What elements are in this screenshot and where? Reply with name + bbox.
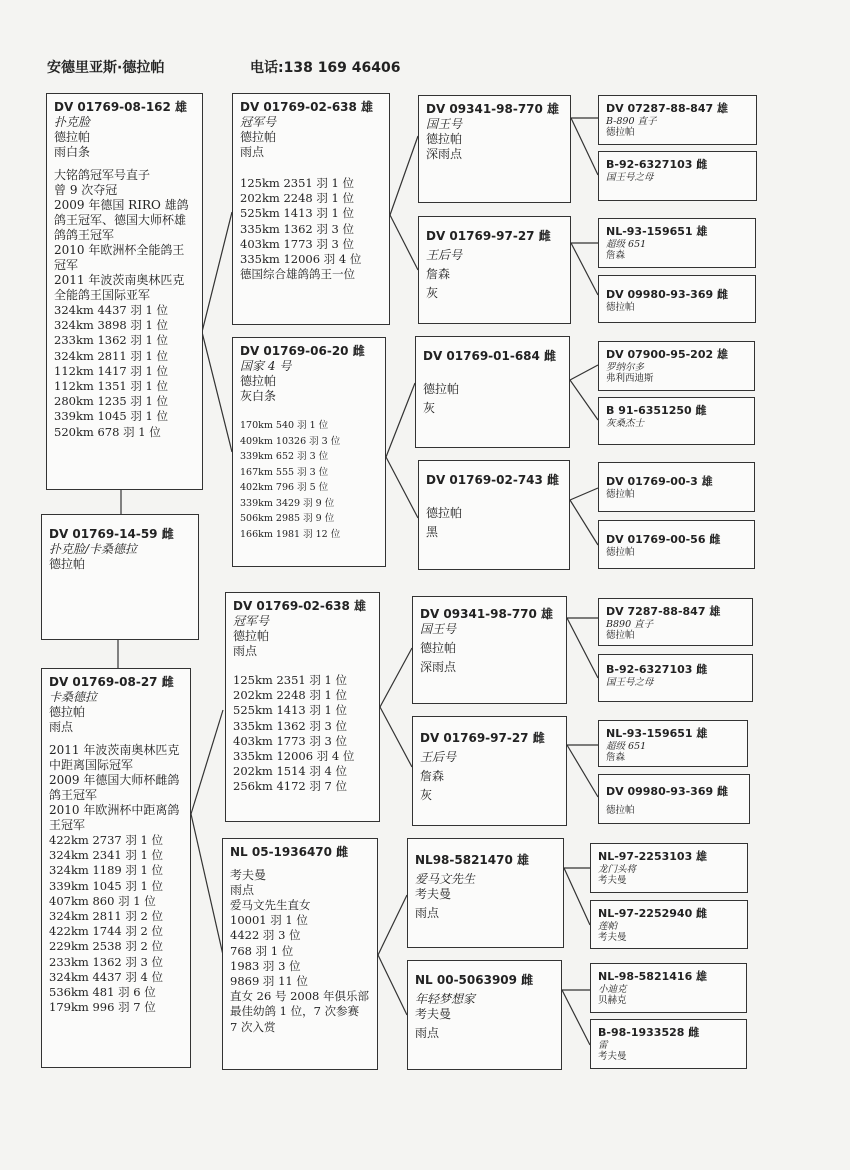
bird-name: 扑克脸/卡桑德拉 xyxy=(49,542,138,556)
ring-number: DV 01769-02-638 雄 xyxy=(233,599,367,613)
color: 雨白条 xyxy=(54,145,91,159)
color: 灰 xyxy=(420,788,433,802)
race-record: 280km 1235 羽 1 位 xyxy=(54,394,169,409)
ring-number: B-98-1933528 雌 xyxy=(598,1026,700,1039)
bird-name: 卡桑德拉 xyxy=(49,690,98,704)
subject-card xyxy=(41,514,199,640)
granddam-maternal-card xyxy=(222,838,378,1070)
achievement: 曾 9 次夺冠 xyxy=(54,183,118,197)
breeder: 德拉帕 xyxy=(606,630,635,641)
breeder: 德拉帕 xyxy=(240,130,277,144)
ring-number: DV 01769-14-59 雌 xyxy=(49,527,174,541)
gen4-card xyxy=(598,774,750,824)
breeder: 考夫曼 xyxy=(415,1007,452,1021)
ring-number: DV 07287-88-847 雄 xyxy=(606,102,728,115)
color: 灰 xyxy=(423,401,436,415)
bird-name: 王后号 xyxy=(426,248,463,262)
race-record: 339km 1045 羽 1 位 xyxy=(49,878,164,893)
gen4-card xyxy=(590,963,747,1013)
breeder: 考夫曼 xyxy=(230,868,267,882)
color: 黑 xyxy=(426,525,439,539)
ring-number: NL-98-5821416 雄 xyxy=(598,970,708,983)
bird-name: 超级 651 xyxy=(606,239,647,250)
bird-name: 国家 4 号 xyxy=(240,359,292,373)
breeder: 德拉帕 xyxy=(49,705,86,719)
ring-number: NL-93-159651 雄 xyxy=(606,727,708,740)
achievements xyxy=(49,743,183,833)
gen4-card xyxy=(598,275,756,323)
gen3-card xyxy=(412,716,567,826)
breeder: 詹森 xyxy=(426,267,451,281)
race-record: 直女 26 号 2008 年俱乐部最佳幼鸽 1 位，7 次参赛 7 次入赏 xyxy=(230,989,370,1034)
race-record: 9869 羽 11 位 xyxy=(230,974,308,989)
ring-number: DV 01769-02-743 雌 xyxy=(426,473,560,487)
race-record: 229km 2538 羽 2 位 xyxy=(49,939,164,954)
achievement: 2009 年德国大师杯雌鸽鸽王冠军 xyxy=(49,773,180,802)
gen4-card xyxy=(598,462,755,512)
gen4-card xyxy=(590,843,748,893)
achievement: 大铭鸽冠军号直子 xyxy=(54,168,151,182)
achievement: 2011 年波茨南奥林匹克中距离国际冠军 xyxy=(49,743,180,772)
grandsire-paternal-card xyxy=(232,93,390,325)
race-record: 339km 652 羽 3 位 xyxy=(240,451,329,462)
ring-number: DV 07900-95-202 雄 xyxy=(606,348,728,361)
color: 雨点 xyxy=(230,883,255,897)
race-record: 335km 1362 羽 3 位 xyxy=(240,221,355,236)
ring-number: NL 00-5063909 雌 xyxy=(415,973,534,987)
gen4-card xyxy=(590,1019,747,1069)
bird-name: 国王号 xyxy=(420,622,457,636)
bird-name: 雷 xyxy=(598,1040,608,1051)
gen4-card xyxy=(598,341,755,391)
ring-number: DV 01769-08-162 雄 xyxy=(54,100,188,114)
race-record: 525km 1413 羽 1 位 xyxy=(233,703,348,718)
ring-number: DV 09341-98-770 雄 xyxy=(420,607,554,621)
gen4-card xyxy=(598,654,753,702)
gen4-card xyxy=(598,598,753,646)
race-record: 202km 1514 羽 4 位 xyxy=(233,764,348,779)
bird-name: 灰桑杰士 xyxy=(606,418,645,429)
breeder: 德拉帕 xyxy=(606,805,635,816)
race-record: 525km 1413 羽 1 位 xyxy=(240,206,355,221)
race-record: 407km 860 羽 1 位 xyxy=(49,893,156,908)
race-record: 10001 羽 1 位 xyxy=(230,913,308,928)
color: 雨点 xyxy=(49,720,74,734)
race-record: 324km 2811 羽 1 位 xyxy=(54,348,169,363)
breeder: 德拉帕 xyxy=(606,302,635,313)
gen4-card xyxy=(598,95,757,145)
race-record: 202km 2248 羽 1 位 xyxy=(233,688,348,703)
breeder: 德拉帕 xyxy=(426,132,463,146)
breeder: 詹森 xyxy=(606,250,626,261)
breeder: 德拉帕 xyxy=(420,641,457,655)
race-records xyxy=(240,176,382,282)
granddam-paternal-card xyxy=(232,337,386,567)
breeder: 考夫曼 xyxy=(598,932,627,943)
ring-number: DV 01769-97-27 雌 xyxy=(426,229,551,243)
race-records xyxy=(54,303,195,440)
ring-number: NL-97-2253103 雄 xyxy=(598,850,708,863)
phone-number: 电话:138 169 46406 xyxy=(250,60,401,76)
breeder: 德拉帕 xyxy=(54,130,91,144)
achievement: 2010 年欧洲杯全能鸽王冠军 xyxy=(54,243,185,272)
gen4-card xyxy=(590,900,748,949)
ring-number: NL-93-159651 雄 xyxy=(606,225,708,238)
race-record: 166km 1981 羽 12 位 xyxy=(240,528,341,540)
ring-number: DV 09980-93-369 雌 xyxy=(606,288,728,301)
race-records xyxy=(233,673,372,795)
color: 雨点 xyxy=(415,906,440,920)
breeder: 詹森 xyxy=(606,752,626,763)
race-record: 4422 羽 3 位 xyxy=(230,928,301,943)
race-record: 506km 2985 羽 9 位 xyxy=(240,513,335,524)
race-record: 324km 4437 羽 4 位 xyxy=(49,969,164,984)
race-record: 422km 1744 羽 2 位 xyxy=(49,924,164,939)
breeder: 弗利西迪斯 xyxy=(606,373,654,384)
ring-number: B 91-6351250 雌 xyxy=(606,404,707,417)
race-records xyxy=(230,898,370,1035)
gen3-card xyxy=(418,460,570,570)
breeder: 考夫曼 xyxy=(415,887,452,901)
achievements xyxy=(54,168,195,303)
race-record: 324km 1189 羽 1 位 xyxy=(49,863,164,878)
race-record: 402km 796 羽 5 位 xyxy=(240,482,329,493)
breeder: 贝赫克 xyxy=(598,995,627,1006)
ring-number: NL98-5821470 雄 xyxy=(415,853,529,867)
ring-number: NL 05-1936470 雌 xyxy=(230,845,349,859)
gen3-card xyxy=(407,838,564,948)
breeder: 詹森 xyxy=(420,769,445,783)
gen4-card xyxy=(598,720,748,767)
ring-number: DV 01769-08-27 雌 xyxy=(49,675,174,689)
color: 雨点 xyxy=(415,1026,440,1040)
ring-number: DV 09341-98-770 雄 xyxy=(426,102,560,116)
race-record: 324km 3898 羽 1 位 xyxy=(54,318,169,333)
race-record: 324km 2811 羽 2 位 xyxy=(49,909,164,924)
race-record: 德国综合雄鸽鸽王一位 xyxy=(240,267,355,282)
color: 雨点 xyxy=(240,145,265,159)
race-record: 爱马文先生直女 xyxy=(230,898,311,912)
bird-name: 超级 651 xyxy=(606,741,647,752)
color: 雨点 xyxy=(233,644,258,658)
color: 深雨点 xyxy=(420,660,457,674)
grandsire-maternal-card xyxy=(225,592,380,822)
bird-name: 爱马文先生 xyxy=(415,872,476,886)
ring-number: B-92-6327103 雌 xyxy=(606,663,708,676)
breeder: 德拉帕 xyxy=(426,506,463,520)
gen3-card xyxy=(415,336,570,448)
race-records xyxy=(240,418,378,542)
breeder: 考夫曼 xyxy=(598,875,627,886)
race-record: 335km 1362 羽 3 位 xyxy=(233,718,348,733)
breeder: 德拉帕 xyxy=(233,629,270,643)
achievement: 2009 年德国 RIRO 雄鸽鸽王冠军、德国大师杯雄鸽鸽王冠军 xyxy=(54,198,189,242)
race-record: 1983 羽 3 位 xyxy=(230,958,301,973)
bird-name: 王后号 xyxy=(420,750,457,764)
race-record: 422km 2737 羽 1 位 xyxy=(49,833,164,847)
race-record: 112km 1351 羽 1 位 xyxy=(54,379,169,394)
race-record: 179km 996 羽 7 位 xyxy=(49,1000,156,1015)
ring-number: DV 01769-01-684 雌 xyxy=(423,349,557,363)
race-record: 125km 2351 羽 1 位 xyxy=(240,176,355,190)
ring-number: B-92-6327103 雌 xyxy=(606,158,708,171)
breeder: 德拉帕 xyxy=(606,547,635,558)
race-record: 170km 540 羽 1 位 xyxy=(240,420,329,431)
race-record: 335km 12006 羽 4 位 xyxy=(240,252,362,267)
gen4-card xyxy=(598,397,755,445)
race-record: 768 羽 1 位 xyxy=(230,943,294,958)
gen4-card xyxy=(598,151,757,201)
ring-number: DV 01769-97-27 雌 xyxy=(420,731,545,745)
bird-name: 国王号之母 xyxy=(606,172,654,183)
bird-name: 罗纳尔多 xyxy=(606,362,645,373)
sire-card xyxy=(46,93,203,490)
color: 灰 xyxy=(426,286,439,300)
bird-name: 龙门头将 xyxy=(598,864,637,875)
ring-number: DV 01769-00-56 雌 xyxy=(606,533,721,546)
color: 灰白条 xyxy=(240,389,277,403)
bird-name: 扑克脸 xyxy=(54,115,91,129)
race-record: 339km 1045 羽 1 位 xyxy=(54,409,169,424)
race-record: 202km 2248 羽 1 位 xyxy=(240,191,355,206)
gen3-card xyxy=(412,596,567,704)
race-record: 324km 2341 羽 1 位 xyxy=(49,848,164,863)
race-record: 233km 1362 羽 3 位 xyxy=(49,954,164,969)
breeder: 考夫曼 xyxy=(598,1051,627,1062)
achievement: 2010 年欧洲杯中距离鸽王冠军 xyxy=(49,803,180,832)
bird-name: 年轻梦想家 xyxy=(415,992,476,1006)
gen4-card xyxy=(598,218,756,268)
ring-number: DV 09980-93-369 雌 xyxy=(606,785,728,798)
bird-name: 莲帕 xyxy=(598,921,618,932)
bird-name: B-890 直子 xyxy=(606,116,657,127)
achievement: 2011 年波茨南奥林匹克全能鸽王国际亚军 xyxy=(54,273,185,302)
race-record: 335km 12006 羽 4 位 xyxy=(233,749,355,764)
race-record: 125km 2351 羽 1 位 xyxy=(233,673,348,687)
race-record: 403km 1773 羽 3 位 xyxy=(240,236,355,251)
breeder: 德拉帕 xyxy=(606,489,635,500)
gen4-card xyxy=(598,520,755,569)
bird-name: B890 直子 xyxy=(606,619,654,630)
owner-name: 安德里亚斯·德拉帕 xyxy=(47,60,165,76)
bird-name: 小迪克 xyxy=(598,984,627,995)
race-record: 339km 3429 羽 9 位 xyxy=(240,497,335,509)
race-record: 167km 555 羽 3 位 xyxy=(240,466,329,478)
race-record: 409km 10326 羽 3 位 xyxy=(240,435,341,447)
race-records xyxy=(49,833,183,1015)
breeder: 德拉帕 xyxy=(240,374,277,388)
bird-name: 国王号之母 xyxy=(606,677,654,688)
color: 深雨点 xyxy=(426,147,463,161)
race-record: 112km 1417 羽 1 位 xyxy=(54,363,169,378)
ring-number: DV 01769-00-3 雄 xyxy=(606,475,713,488)
dam-card xyxy=(41,668,191,1068)
bird-name: 冠军号 xyxy=(240,115,277,129)
gen3-card xyxy=(418,95,571,203)
breeder: 德拉帕 xyxy=(49,557,86,571)
race-record: 403km 1773 羽 3 位 xyxy=(233,733,348,748)
race-record: 324km 4437 羽 1 位 xyxy=(54,303,169,317)
race-record: 520km 678 羽 1 位 xyxy=(54,424,161,439)
gen3-card xyxy=(407,960,562,1070)
gen3-card xyxy=(418,216,571,324)
bird-name: 国王号 xyxy=(426,117,463,131)
ring-number: NL-97-2252940 雌 xyxy=(598,907,708,920)
breeder: 德拉帕 xyxy=(606,127,635,138)
race-record: 536km 481 羽 6 位 xyxy=(49,985,156,1000)
race-record: 256km 4172 羽 7 位 xyxy=(233,779,348,794)
ring-number: DV 7287-88-847 雄 xyxy=(606,605,721,618)
ring-number: DV 01769-02-638 雄 xyxy=(240,100,374,114)
race-record: 233km 1362 羽 1 位 xyxy=(54,333,169,348)
bird-name: 冠军号 xyxy=(233,614,270,628)
ring-number: DV 01769-06-20 雌 xyxy=(240,344,365,358)
breeder: 德拉帕 xyxy=(423,382,460,396)
